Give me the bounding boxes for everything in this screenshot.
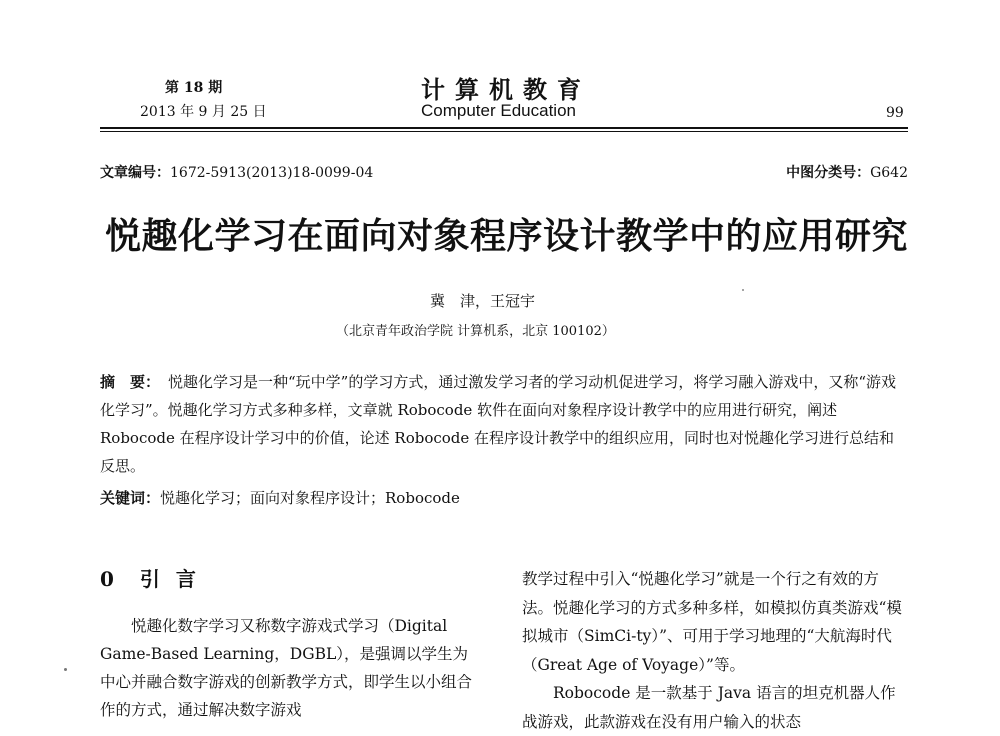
classification-number [786,162,908,182]
keywords-text: 悦趣化学习；面向对象程序设计；Robocode [160,489,460,507]
article-number [100,162,373,182]
issue-number: 第 18 期 [165,80,223,96]
left-column [100,612,482,724]
header-rule [100,127,908,129]
article-number-value: 1672-5913(2013)18-0099-04 [170,165,374,181]
section-title: 引言 [139,567,212,591]
paper-title: 悦趣化学习在面向对象程序设计教学中的应用研究 [105,216,909,257]
article-number-label: 文章编号： [100,165,170,181]
margin-speck [64,668,67,671]
keywords-label: 关键词： [100,489,161,507]
publication-date: 2013 年 9 月 25 日 [140,104,267,120]
abstract [100,368,908,480]
section-heading [100,563,212,592]
right-paragraph-2: Robocode 是一款基于 Java 语言的坦克机器人作战游戏，此款游戏在没有用户输入的状态 [522,684,896,731]
keywords [100,487,460,508]
right-column [522,565,908,736]
left-paragraph: 悦趣化数字学习又称数字游戏式学习（Digital Game-Based Learning，DGBL），是强调以学生为中心并融合数字游戏的创新教学方式，即学生以小组合作的方式，通过解决数字游戏 [100,617,473,719]
abstract-label: 摘 要： [100,373,161,391]
right-paragraph-1: 教学过程中引入“悦趣化学习”就是一个行之有效的方法。悦趣化学习的方式多种多样，如模拟仿真类游戏“模拟城市（SimCi-ty）”、可用于学习地理的“大航海时代（Great Age of Voyage）”等。 [522,570,902,674]
header-rule-thin [100,131,908,132]
abstract-text: 悦趣化学习是一种“玩中学”的学习方式，通过激发学习者的学习动机促进学习，将学习融入游戏中，又称“游戏化学习”。悦趣化学习方式多种多样，文章就 Robocode 软件在面向对象程序设计教学中的应用进行研究，阐述 Robocode 在程序设计学习中的价值，论述 Robocode 在程序设计教学中的组织应用，同时也对悦趣化学习进行总结和反思。 [100,373,897,475]
section-number: 0 [100,567,114,591]
classification-label: 中图分类号： [786,165,871,181]
page-number: 99 [886,105,904,121]
scan-speck [742,289,744,291]
journal-title-en: Computer Education [421,101,576,120]
authors: 冀 津，王冠宇 [430,292,536,310]
classification-value: G642 [870,165,908,181]
journal-title-cn: 计算机教育 [421,75,591,104]
affiliation: （北京青年政治学院 计算机系，北京 100102） [336,324,615,339]
